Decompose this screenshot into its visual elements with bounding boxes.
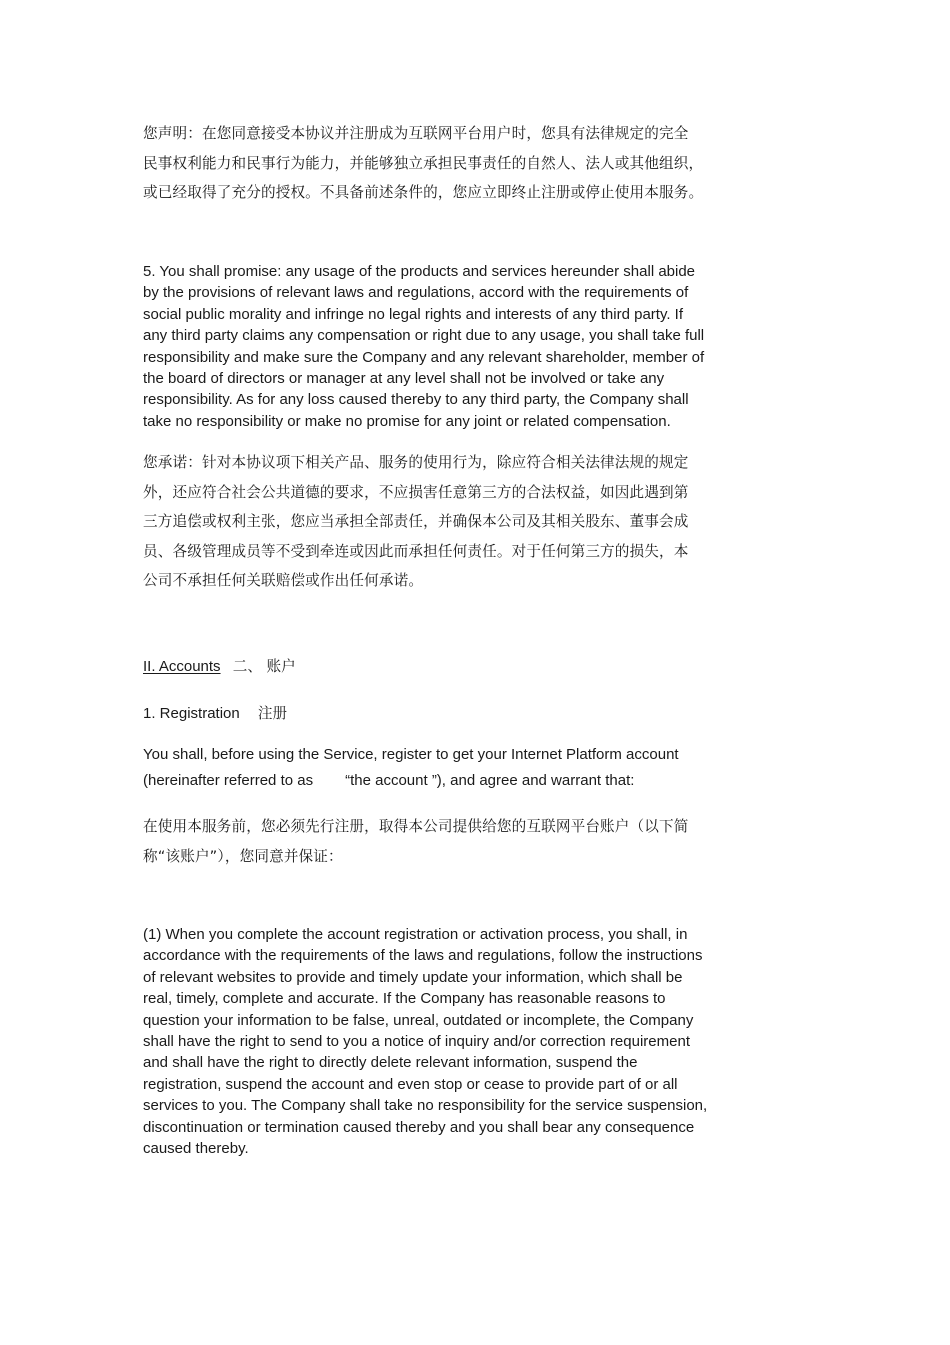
section-heading-zh: 二、 账户 (232, 658, 296, 675)
text-line: shall have the right to send to you a notice of inquiry and/or correction requirement (143, 1033, 690, 1051)
text-line: and shall have the right to directly delete relevant information, suspend the (143, 1054, 638, 1072)
declaration-paragraph-zh (143, 119, 747, 208)
text-line: any third party claims any compensation or right due to any usage, you shall take full (143, 327, 705, 345)
text-line: responsibility and make sure the Company and any relevant shareholder, member of (143, 348, 705, 366)
section-heading-en: II. Accounts (143, 658, 221, 675)
section-heading-accounts (143, 656, 747, 677)
text-line: by the provisions of relevant laws and regulations, accord with the requirements of (143, 284, 689, 302)
text-line: registration, suspend the account and even stop or cease to provide part of or all (143, 1075, 678, 1093)
text-line: of relevant websites to provide and timely update your information, which shall be (143, 968, 683, 986)
text-line: 您承诺：针对本协议项下相关产品、服务的使用行为，除应符合相关法律法规的规定 (143, 454, 689, 471)
text-line: 公司不承担任何关联赔偿或作出任何承诺。 (143, 572, 424, 590)
text-line: 外，还应符合社会公共道德的要求，不应损害任意第三方的合法权益，如因此遇到第 (143, 483, 689, 501)
text-line: You shall, before using the Service, register to get your Internet Platform account (143, 746, 679, 763)
text-line: question your information to be false, unreal, outdated or incomplete, the Company (143, 1011, 694, 1029)
promise-paragraph-zh (143, 448, 747, 596)
subsection-heading-registration (143, 703, 747, 724)
text-line: 您声明：在您同意接受本协议并注册成为互联网平台用户时，您具有法律规定的完全 (143, 125, 689, 142)
text-line: take no responsibility or make no promise for any joint or related compensation. (143, 412, 671, 430)
text-line: 在使用本服务前，您必须先行注册，取得本公司提供给您的互联网平台账户（以下简 (143, 818, 689, 835)
text-line: 或已经取得了充分的授权。不具备前述条件的，您应立即终止注册或停止使用本服务。 (143, 184, 704, 202)
registration-paragraph-en (143, 742, 747, 794)
text-line: 员、各级管理成员等不受到牵连或因此而承担任何责任。对于任何第三方的损失，本 (143, 542, 689, 560)
text-line: 三方追偿或权利主张，您应当承担全部责任，并确保本公司及其相关股东、董事会成 (143, 513, 689, 531)
text-line: 5. You shall promise: any usage of the products and services hereunder shall abide (143, 263, 696, 280)
text-line: the board of directors or manager at any level shall not be involved or take any (143, 370, 665, 388)
text-line: 称“该账户”），您同意并保证： (143, 847, 343, 865)
account-term-quote: “the account ”), and agree and warrant that: (345, 772, 635, 789)
text-line: accordance with the requirements of the laws and regulations, follow the instructions (143, 947, 703, 965)
registration-paragraph-zh (143, 812, 747, 871)
text-line: social public morality and infringe no legal rights and interests of any third party. If (143, 305, 683, 323)
text-line (143, 768, 747, 794)
text-line: (1) When you complete the account registration or activation process, you shall, in (143, 926, 688, 943)
text-line: responsibility. As for any loss caused thereby to any third party, the Company shall (143, 391, 689, 409)
text-line: caused thereby. (143, 1140, 249, 1158)
text-line-part: (hereinafter referred to as (143, 772, 314, 789)
item1-paragraph-en (143, 924, 747, 1159)
text-line: discontinuation or termination caused thereby and you shall bear any consequence (143, 1118, 695, 1136)
text-line: 民事权利能力和民事行为能力，并能够独立承担民事责任的自然人、法人或其他组织， (143, 154, 704, 172)
text-line: services to you. The Company shall take no responsibility for the service suspension, (143, 1097, 708, 1115)
subsection-heading-zh: 注册 (257, 705, 288, 722)
subsection-heading-en: 1. Registration (143, 705, 240, 722)
text-line: real, timely, complete and accurate. If the Company has reasonable reasons to (143, 990, 666, 1008)
promise-paragraph-en (143, 261, 747, 432)
